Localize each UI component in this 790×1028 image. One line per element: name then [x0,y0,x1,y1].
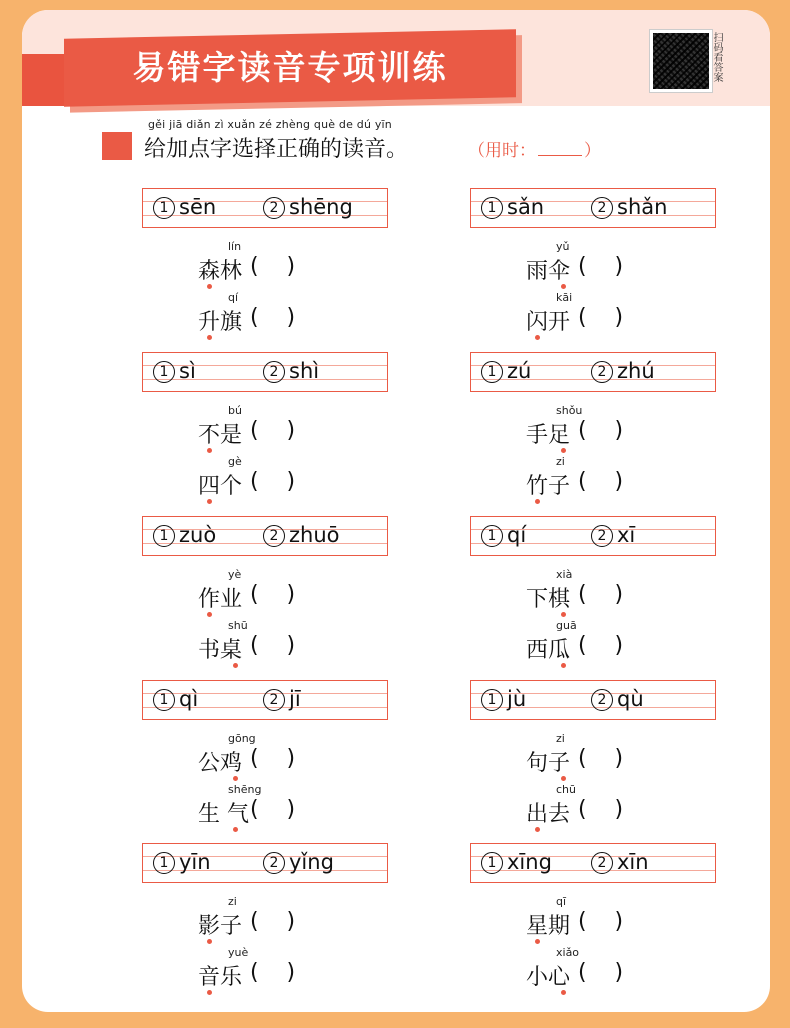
option-number: 2 [263,852,285,874]
option-box [470,843,716,883]
pinyin-option-1 [481,523,526,547]
word-pinyin: shū [228,619,248,632]
word-pinyin: lín [228,240,242,253]
option-pinyin: qì [179,687,199,711]
practice-word: 下棋 [526,587,571,612]
qr-code-icon[interactable] [650,30,712,92]
pinyin-option-1 [153,523,216,547]
emphasis-dot [207,939,212,944]
pinyin-option-2 [263,687,301,711]
option-number: 2 [591,852,613,874]
answer-blank[interactable]: ( ) [250,633,296,658]
option-box [142,680,388,720]
practice-word: 不是 [198,423,243,448]
option-pinyin: xī [617,523,636,547]
word-pinyin: shǒu [556,404,583,417]
practice-word: 森林 [198,259,243,284]
option-number: 2 [263,361,285,383]
pinyin-option-1 [153,850,211,874]
word-pinyin: zi [228,895,237,908]
answer-blank[interactable]: ( ) [250,909,296,934]
practice-word: 升旗 [198,310,243,335]
emphasis-dot [233,827,238,832]
word-pinyin: shēng [228,783,262,796]
option-pinyin: yīn [179,850,211,874]
option-box [470,680,716,720]
answer-blank[interactable]: ( ) [250,582,296,607]
word-pinyin: xiǎo [556,946,580,959]
option-number: 1 [481,689,503,711]
time-blank[interactable] [538,155,582,156]
pinyin-option-1 [481,195,544,219]
emphasis-dot [233,776,238,781]
emphasis-dot [535,939,540,944]
option-box [142,352,388,392]
word-pinyin: chū [556,783,576,796]
option-pinyin: shǎn [617,195,668,219]
time-label: （用时： [468,141,536,161]
option-box [470,188,716,228]
practice-word: 作业 [198,587,243,612]
option-number: 2 [591,197,613,219]
answer-blank[interactable]: ( ) [578,469,624,494]
practice-word: 小心 [526,965,571,990]
option-number: 2 [591,525,613,547]
word-pinyin: bú [228,404,242,417]
answer-blank[interactable]: ( ) [250,469,296,494]
emphasis-dot [207,284,212,289]
pinyin-option-2 [263,195,353,219]
option-pinyin: jù [507,687,527,711]
pinyin-option-2 [591,523,635,547]
emphasis-dot [207,335,212,340]
option-pinyin: yǐng [289,850,334,874]
answer-blank[interactable]: ( ) [578,254,624,279]
word-pinyin: zi [556,455,565,468]
pinyin-option-2 [591,687,644,711]
option-pinyin: qù [617,687,644,711]
pinyin-option-2 [263,850,334,874]
option-number: 1 [153,852,175,874]
option-pinyin: zuò [179,523,217,547]
emphasis-dot [561,990,566,995]
word-pinyin: kāi [556,291,573,304]
emphasis-dot [561,448,566,453]
emphasis-dot [535,499,540,504]
answer-blank[interactable]: ( ) [250,254,296,279]
practice-word: 影子 [198,914,243,939]
emphasis-dot [233,663,238,668]
option-number: 1 [153,525,175,547]
practice-word: 竹子 [526,474,571,499]
answer-blank[interactable]: ( ) [250,960,296,985]
pinyin-option-1 [481,359,531,383]
pinyin-option-2 [591,850,649,874]
option-number: 1 [153,197,175,219]
emphasis-dot [535,827,540,832]
option-box [470,516,716,556]
answer-blank[interactable]: ( ) [250,418,296,443]
option-number: 2 [591,361,613,383]
word-pinyin: yǔ [556,240,570,253]
option-pinyin: qí [507,523,527,547]
instruction-pinyin: gěi jiā diǎn zì xuǎn zé zhèng què de dú yīn [148,118,392,131]
emphasis-dot [207,499,212,504]
emphasis-dot [561,663,566,668]
pinyin-option-1 [481,687,526,711]
answer-blank[interactable]: ( ) [578,418,624,443]
instruction-text: 给加点字选择正确的读音。 [144,137,409,162]
pinyin-option-1 [153,195,216,219]
option-number: 1 [481,361,503,383]
answer-blank[interactable]: ( ) [578,797,624,822]
pinyin-option-1 [481,850,552,874]
option-box [142,188,388,228]
word-pinyin: yuè [228,946,249,959]
time-field[interactable] [468,136,601,161]
option-number: 2 [263,689,285,711]
emphasis-dot [535,335,540,340]
option-pinyin: zhú [617,359,655,383]
emphasis-dot [561,776,566,781]
practice-word: 闪开 [526,310,571,335]
option-pinyin: shēng [289,195,353,219]
instruction-marker [102,132,132,160]
option-pinyin: sì [179,359,196,383]
option-number: 2 [591,689,613,711]
option-number: 1 [481,525,503,547]
word-pinyin: gōng [228,732,256,745]
answer-blank[interactable]: ( ) [578,633,624,658]
word-pinyin: yè [228,568,242,581]
option-pinyin: jī [289,687,301,711]
answer-blank[interactable]: ( ) [578,305,624,330]
practice-word: 出去 [526,802,571,827]
pinyin-option-1 [153,359,196,383]
option-number: 1 [481,852,503,874]
worksheet-page [22,10,770,1012]
practice-word: 西瓜 [526,638,571,663]
practice-word: 四个 [198,474,243,499]
option-number: 2 [263,197,285,219]
word-pinyin: xià [556,568,573,581]
word-pinyin: gè [228,455,242,468]
option-pinyin: sēn [179,195,217,219]
option-number: 2 [263,525,285,547]
practice-word: 手足 [526,423,571,448]
option-pinyin: xīn [617,850,649,874]
emphasis-dot [207,448,212,453]
answer-blank[interactable]: ( ) [578,960,624,985]
option-box [142,516,388,556]
answer-blank[interactable]: ( ) [250,305,296,330]
practice-word: 书桌 [198,638,243,663]
time-close: ） [584,141,601,161]
option-box [142,843,388,883]
pinyin-option-1 [153,687,198,711]
answer-blank[interactable]: ( ) [250,797,296,822]
practice-word: 星期 [526,914,571,939]
practice-word: 音乐 [198,965,243,990]
pinyin-option-2 [263,359,319,383]
option-pinyin: xīng [507,850,552,874]
word-pinyin: qī [556,895,567,908]
pinyin-option-2 [591,359,655,383]
word-pinyin: guā [556,619,577,632]
option-pinyin: zú [507,359,532,383]
option-number: 1 [153,689,175,711]
practice-word: 公鸡 [198,751,243,776]
emphasis-dot [561,612,566,617]
practice-word: 雨伞 [526,259,571,284]
emphasis-dot [207,612,212,617]
emphasis-dot [561,284,566,289]
answer-blank[interactable]: ( ) [250,746,296,771]
answer-blank[interactable]: ( ) [578,909,624,934]
answer-blank[interactable]: ( ) [578,746,624,771]
practice-word: 句子 [526,751,571,776]
option-pinyin: zhuō [289,523,340,547]
option-number: 1 [153,361,175,383]
option-number: 1 [481,197,503,219]
word-pinyin: zi [556,732,565,745]
practice-word: 生 气 [198,802,249,827]
pinyin-option-2 [263,523,340,547]
option-box [470,352,716,392]
page-title: 易错字读音专项训练 [132,48,448,87]
pinyin-option-2 [591,195,667,219]
answer-blank[interactable]: ( ) [578,582,624,607]
qr-label: 扫码看答案 [711,32,722,82]
option-pinyin: shì [289,359,320,383]
option-pinyin: sǎn [507,195,545,219]
word-pinyin: qí [228,291,239,304]
emphasis-dot [207,990,212,995]
